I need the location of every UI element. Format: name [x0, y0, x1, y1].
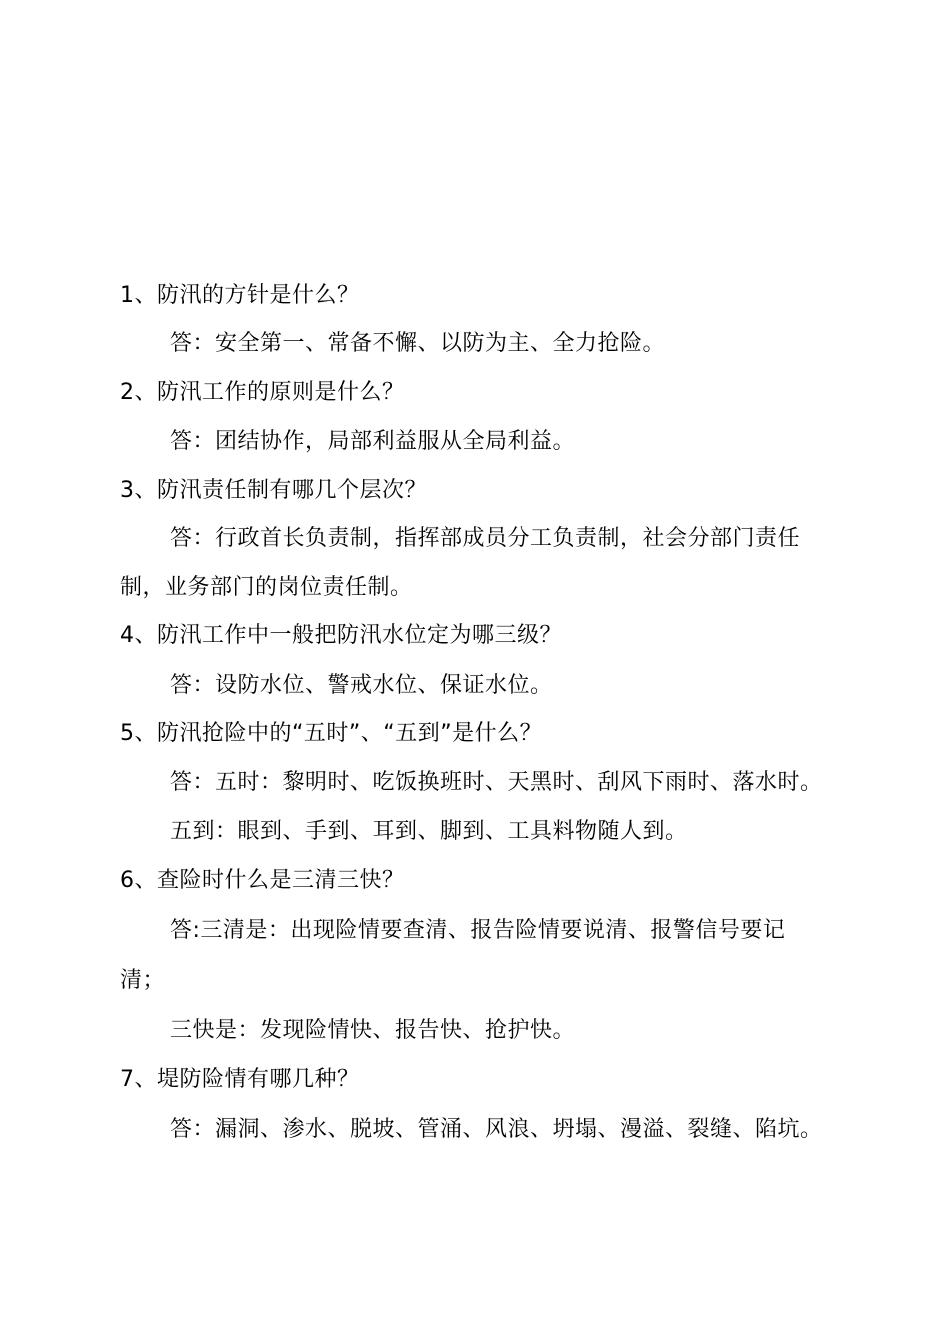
answer-2-line-1: 答：团结协作，局部利益服从全局利益。 [170, 429, 576, 454]
answer-6-line-1: 答:三清是：出现险情要查清、报告险情要说清、报警信号要记 [170, 918, 786, 943]
question-2: 2、防汛工作的原则是什么？ [120, 380, 405, 405]
question-4: 4、防汛工作中一般把防汛水位定为哪三级？ [120, 623, 562, 648]
answer-6-line-3: 三快是：发现险情快、报告快、抢护快。 [170, 1018, 576, 1043]
question-6: 6、查险时什么是三清三快？ [120, 868, 405, 893]
answer-3-line-1: 答：行政首长负责制，指挥部成员分工负责制，社会分部门责任 [170, 526, 801, 551]
answer-3-line-2: 制，业务部门的岗位责任制。 [120, 575, 413, 600]
answer-6-line-2: 清； [120, 968, 166, 993]
answer-1-line-1: 答：安全第一、常备不懈、以防为主、全力抢险。 [170, 331, 666, 356]
question-3: 3、防汛责任制有哪几个层次？ [120, 478, 427, 503]
answer-7-line-1: 答：漏洞、渗水、脱坡、管涌、风浪、坍塌、漫溢、裂缝、陷坑。 [170, 1117, 823, 1142]
answer-5-line-2: 五到：眼到、手到、耳到、脚到、工具料物随人到。 [170, 819, 688, 844]
question-5: 5、防汛抢险中的“五时”、“五到”是什么？ [120, 721, 543, 746]
answer-5-line-1: 答：五时：黎明时、吃饭换班时、天黑时、刮风下雨时、落水时。 [170, 770, 823, 795]
question-1: 1、防汛的方针是什么？ [120, 283, 360, 308]
question-7: 7、堤防险情有哪几种？ [120, 1067, 360, 1092]
answer-4-line-1: 答：设防水位、警戒水位、保证水位。 [170, 673, 553, 698]
